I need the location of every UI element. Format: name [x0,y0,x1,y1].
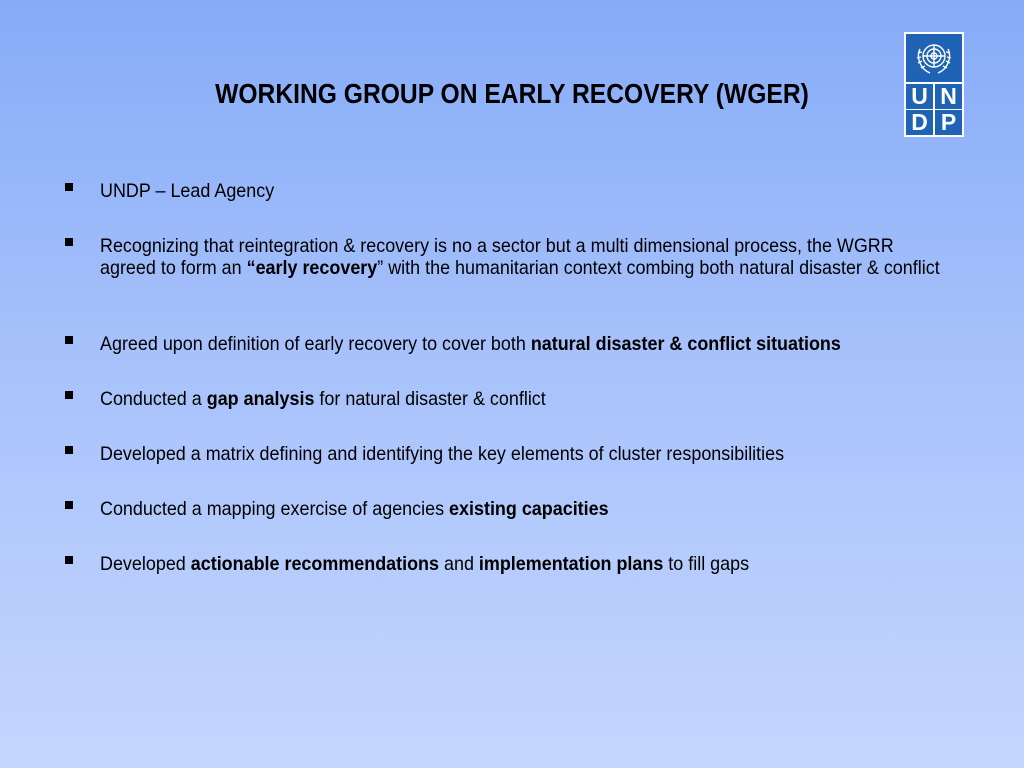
bullet-text-bold: gap analysis [206,388,315,410]
bullet-square-icon [65,556,73,564]
bullet-text [100,553,946,575]
bullet-text-run: Agreed upon definition of early recovery to cover both [100,333,531,355]
bullet-item [60,388,1020,410]
bullet-text-run: Developed a matrix defining and identifying the key elements of cluster responsibilities [100,443,785,465]
undp-logo [904,32,964,137]
bullet-text-run: for natural disaster & conflict [314,388,546,410]
bullet-item [60,443,1020,465]
bullet-item [60,498,1020,520]
bullet-text [100,443,946,465]
logo-letter-n: N [935,84,962,109]
bullet-item [60,235,1020,279]
bullet-text-run: ” with the humanitarian context combing both natural disaster & conflict [377,257,940,279]
bullet-text [100,388,946,410]
bullet-text-run: and [439,553,479,575]
bullet-text-bold: natural disaster & conflict situations [530,333,841,355]
bullet-item [60,553,1020,575]
bullet-text [100,235,946,279]
bullet-square-icon [65,183,73,191]
slide-title: WORKING GROUP ON EARLY RECOVERY (WGER) [215,78,809,109]
bullet-text-run: Developed [100,553,191,575]
bullet-item [60,333,1020,355]
bullet-text [100,180,946,202]
bullet-text-bold: existing capacities [449,498,609,520]
logo-letter-p: P [935,110,962,135]
logo-letter-u: U [906,84,933,109]
bullet-text-bold: actionable recommendations [190,553,440,575]
bullet-text-run: Conducted a [100,388,207,410]
bullet-text-run: to fill gaps [663,553,750,575]
bullet-text [100,498,946,520]
bullet-square-icon [65,336,73,344]
bullet-square-icon [65,391,73,399]
bullet-text-bold: “early recovery [246,257,378,279]
bullet-square-icon [65,446,73,454]
bullet-text-run: Recognizing that reintegration & recovery is no a sector but a multi dimensional process, the WGRR agreed to form an [100,235,894,279]
bullet-square-icon [65,238,73,246]
bullet-text-bold: implementation plans [478,553,664,575]
bullet-text-run: Conducted a mapping exercise of agencies [100,498,450,520]
bullet-square-icon [65,501,73,509]
un-emblem-icon [906,34,962,82]
bullet-item [60,180,1020,202]
bullet-text-run: UNDP – Lead Agency [100,180,275,202]
bullet-text [100,333,946,355]
logo-letter-d: D [906,110,933,135]
